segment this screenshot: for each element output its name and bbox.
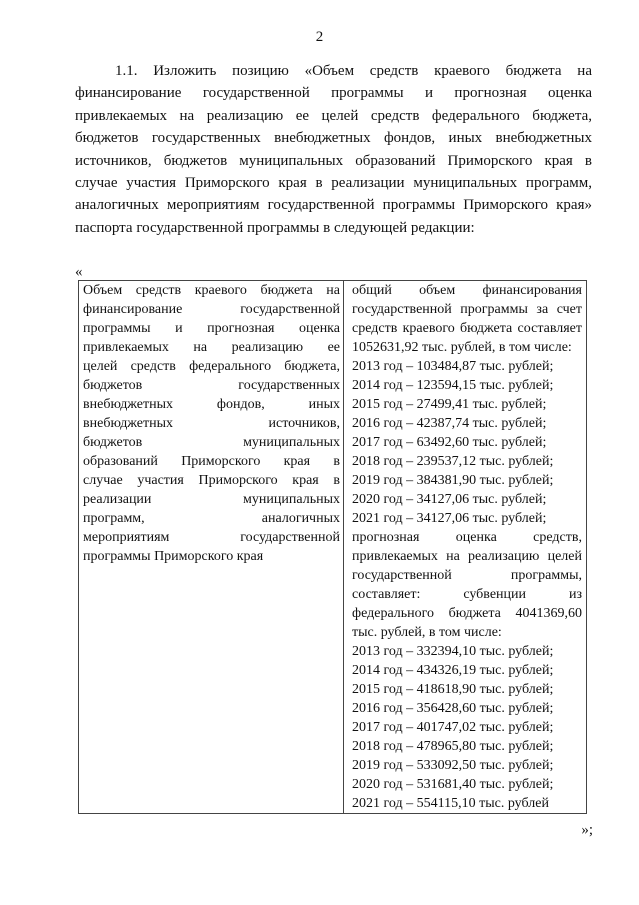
cell-line: программы Приморского края [83,549,264,564]
intro-line: случае участия Приморского края в реализации муниципальных программ, [75,174,592,191]
cell-line: тыс. рублей, в том числе: [352,625,502,640]
cell-line: 2017 год – 63492,60 тыс. рублей; [352,435,547,450]
cell-line: общий объем финансирования [352,283,582,298]
close-quote: »; [581,822,593,838]
intro-paragraph [75,60,592,239]
cell-line: федерального бюджета 4041369,60 [352,606,582,621]
cell-line: 2018 год – 478965,80 тыс. рублей; [352,739,554,754]
cell-line: 2017 год – 401747,02 тыс. рублей; [352,720,554,735]
cell-line: 2021 год – 554115,10 тыс. рублей [352,796,549,811]
cell-line: 2018 год – 239537,12 тыс. рублей; [352,454,554,469]
cell-line: внебюджетных источников, [83,416,340,431]
cell-line: государственной программы, [352,568,582,583]
cell-line: 1052631,92 тыс. рублей, в том числе: [352,340,572,355]
cell-line: Объем средств краевого бюджета на [83,283,340,298]
intro-line: источников, бюджетов муниципальных образований Приморского края в [75,152,592,169]
cell-line: 2020 год – 34127,06 тыс. рублей; [352,492,547,507]
cell-line: программы и прогнозная оценка [83,321,340,336]
open-quote: « [75,264,83,280]
cell-line: внебюджетных фондов, иных [83,397,340,412]
cell-line: 2016 год – 42387,74 тыс. рублей; [352,416,547,431]
cell-line: государственной программы за счет [352,302,582,317]
cell-line: бюджетов государственных [83,378,340,393]
cell-line: бюджетов муниципальных [83,435,340,450]
cell-line: 2013 год – 332394,10 тыс. рублей; [352,644,554,659]
passport-table [78,280,587,814]
intro-line: привлекаемых на реализацию ее целей средств федерального бюджета, [75,107,592,124]
intro-line: бюджетов государственных внебюджетных фондов, иных внебюджетных [75,130,592,147]
cell-line: 2015 год – 27499,41 тыс. рублей; [352,397,547,412]
cell-line: прогнозная оценка средств, [352,530,582,545]
cell-line: 2016 год – 356428,60 тыс. рублей; [352,701,554,716]
cell-line: целей средств федерального бюджета, [83,359,340,374]
cell-line: программ, аналогичных [83,511,340,526]
page-number: 2 [315,29,324,45]
intro-line: паспорта государственной программы в следующей редакции: [75,219,475,236]
cell-line: финансирование государственной [83,302,340,317]
table-row [79,281,587,814]
cell-line: 2019 год – 533092,50 тыс. рублей; [352,758,554,773]
cell-line: средств краевого бюджета составляет [352,321,582,336]
cell-line: 2013 год – 103484,87 тыс. рублей; [352,359,554,374]
intro-line: аналогичных мероприятиям государственной программы Приморского края» [75,197,592,214]
cell-line: привлекаемых на реализацию целей [352,549,582,564]
cell-line: случае участия Приморского края в [83,473,340,488]
cell-line: 2014 год – 434326,19 тыс. рублей; [352,663,554,678]
cell-line: привлекаемых на реализацию ее [83,340,340,355]
cell-line: составляет: субвенции из [352,587,582,602]
cell-line: 2015 год – 418618,90 тыс. рублей; [352,682,554,697]
table-cell-value [344,281,587,814]
cell-line: 2021 год – 34127,06 тыс. рублей; [352,511,547,526]
table-cell-label [79,281,344,814]
cell-line: образований Приморского края в [83,454,340,469]
intro-line: финансирование государственной программы и прогнозная оценка [75,85,592,102]
cell-line: мероприятиям государственной [83,530,340,545]
cell-line: 2014 год – 123594,15 тыс. рублей; [352,378,554,393]
intro-line: 1.1. Изложить позицию «Объем средств краевого бюджета на [115,63,592,79]
cell-line: реализации муниципальных [83,492,340,507]
cell-line: 2019 год – 384381,90 тыс. рублей; [352,473,554,488]
cell-line: 2020 год – 531681,40 тыс. рублей; [352,777,554,792]
